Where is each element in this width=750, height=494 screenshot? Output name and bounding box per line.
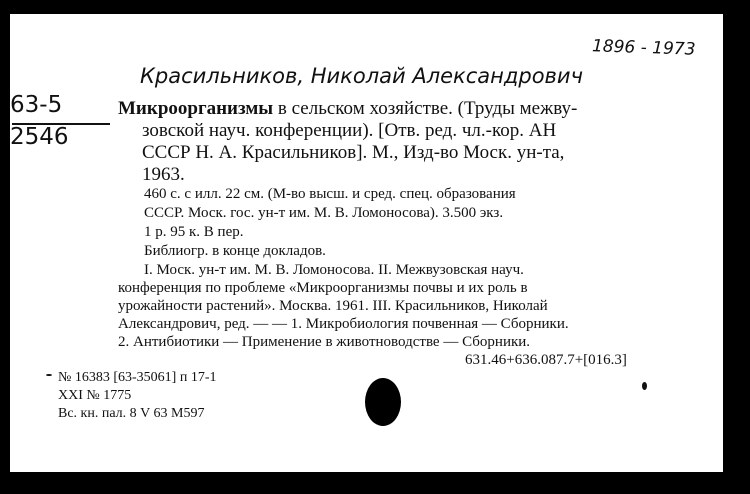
tracing-line-5: 2. Антибиотики — Применение в животноводстве — Сборники. [118, 334, 531, 350]
desc-line-2: СССР. Моск. гос. ун-т им. М. В. Ломоносова). 3.500 экз. [144, 205, 504, 221]
shelfmark-bottom: 2546 [10, 124, 69, 150]
handwritten-dates: 1896 - 1973 [591, 36, 696, 60]
desc-line-1: 460 с. с илл. 22 см. (М-во высш. и сред. спец. образования [144, 186, 516, 202]
entry-line-1 [118, 98, 577, 120]
catalog-card [10, 14, 723, 472]
tracing-line-4: Александрович, ред. — — 1. Микробиология почвенная — Сборники. [118, 316, 569, 332]
desc-line-4: Библиогр. в конце докладов. [144, 243, 326, 259]
tracing-line-3: урожайности растений». Москва. 1961. III. Красильников, Николай [118, 298, 548, 314]
classification-number: 631.46+636.087.7+[016.3] [465, 352, 627, 368]
entry-title-rest: в сельском хозяйстве. (Труды межву- [273, 98, 578, 119]
tracing-line-1: I. Моск. ун-т им. М. В. Ломоносова. II. Межвузовская науч. [144, 262, 524, 278]
entry-line-3: СССР Н. А. Красильников]. М., Изд-во Моск. ун-та, [142, 142, 565, 163]
shelfmark-top: 63-5 [10, 92, 63, 118]
entry-line-2: зовской науч. конференции). [Отв. ред. чл.-кор. АН [142, 120, 557, 141]
footer-line-2: XXI № 1775 [58, 388, 132, 403]
entry-line-4: 1963. [142, 164, 185, 185]
ink-speck [642, 382, 647, 390]
footer-line-3: Вс. кн. пал. 8 V 63 M597 [58, 406, 205, 421]
punch-hole [365, 378, 401, 426]
entry-title: Микроорганизмы [118, 98, 274, 119]
tracing-line-2: конференция по проблеме «Микроорганизмы почвы и их роль в [118, 280, 528, 296]
footer-line-1: № 16383 [63-35061] п 17-1 [58, 370, 217, 385]
handwritten-author: Красильников, Николай Александрович [140, 64, 583, 88]
ink-speck [46, 374, 52, 376]
desc-line-3: 1 р. 95 к. В пер. [144, 224, 244, 240]
